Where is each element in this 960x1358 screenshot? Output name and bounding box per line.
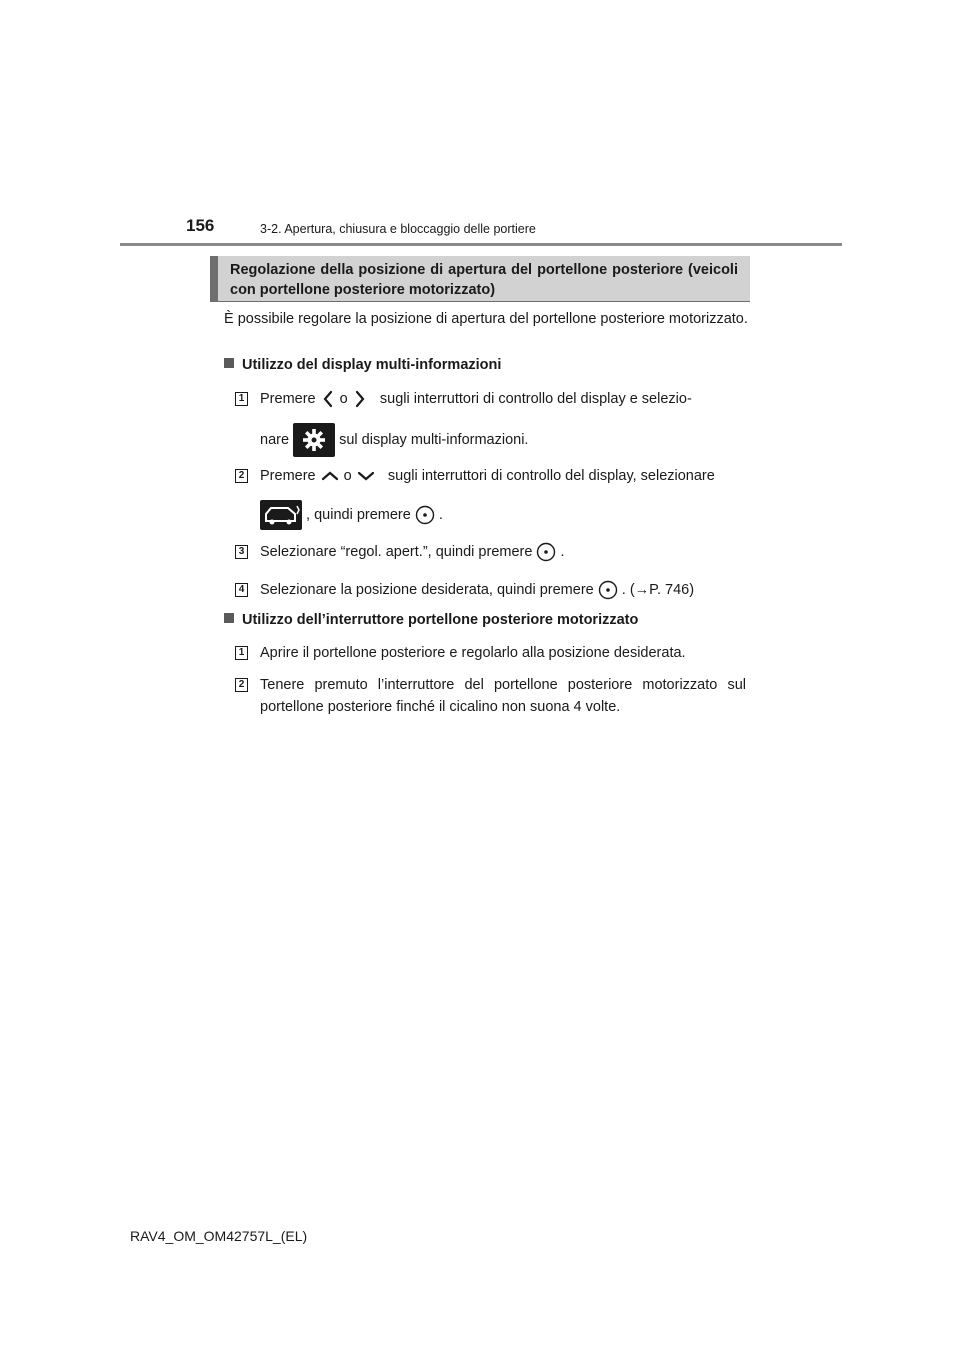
intro-paragraph: È possibile regolare la posizione di apertura del portellone posteriore motorizzato.	[224, 311, 748, 327]
page-reference-link[interactable]: P. 746)	[649, 582, 695, 598]
sub-heading-display	[224, 357, 501, 373]
arrow-icon: →	[634, 582, 650, 598]
heading-box: Regolazione della posizione di apertura del portellone posteriore (veicoli con portellone posteriore motorizzato)	[210, 256, 750, 302]
step-number: 2	[235, 678, 248, 692]
step-text-part: Selezionare “regol. apert.”, quindi premere	[260, 544, 533, 560]
sub-heading-switch	[224, 612, 638, 628]
step-number: 4	[235, 583, 248, 597]
step-text-part: Selezionare la posizione desiderata, quindi premere	[260, 582, 594, 598]
page-number: 156	[186, 216, 215, 235]
step-text-part: . (	[621, 582, 635, 598]
step-number: 1	[235, 392, 248, 406]
step-text-part: sugli interruttori di controllo del display e selezio-	[379, 391, 692, 407]
step-text	[260, 500, 746, 530]
power-tailgate-icon	[260, 500, 302, 530]
ok-button-icon	[415, 505, 435, 525]
step-text: Aprire il portellone posteriore e regolarlo alla posizione desiderata.	[260, 645, 686, 661]
footer-code: RAV4_OM_OM42757L_(EL)	[130, 1228, 308, 1244]
step-text	[260, 423, 746, 457]
step-text-part: sugli interruttori di controllo del display, selezionare	[387, 468, 715, 484]
sub-heading-text: Utilizzo dell’interruttore portellone posteriore motorizzato	[242, 612, 639, 628]
step-text-part: o	[339, 391, 348, 407]
step-number: 2	[235, 469, 248, 483]
step-text: Tenere premuto l’interruttore del portellone posteriore motorizzato sul portellone posteriore finché il cicalino non suona 4 volte.	[260, 677, 746, 715]
section-title: 3-2. Apertura, chiusura e bloccaggio delle portiere	[260, 222, 536, 236]
step-number: 3	[235, 545, 248, 559]
header-rule	[120, 243, 842, 246]
chevron-left-icon	[320, 389, 336, 409]
step-text-part: o	[343, 468, 352, 484]
chevron-down-icon	[356, 469, 376, 483]
step-text-part: .	[560, 544, 565, 560]
square-bullet-icon	[224, 358, 234, 368]
step-text	[260, 541, 746, 563]
chevron-up-icon	[320, 469, 340, 483]
ok-button-icon	[536, 542, 556, 562]
step-text-part: Premere	[260, 468, 316, 484]
step-text	[260, 465, 746, 487]
step-text	[260, 579, 746, 601]
step-text-part: sul display multi-informazioni.	[339, 431, 529, 448]
sub-heading-text: Utilizzo del display multi-informazioni	[242, 357, 502, 373]
step-text-part: , quindi premere	[306, 506, 411, 523]
step-text-part: nare	[260, 431, 290, 448]
step-text-part: Premere	[260, 391, 316, 407]
step-number: 1	[235, 646, 248, 660]
settings-gear-icon	[293, 423, 335, 457]
chevron-right-icon	[352, 389, 368, 409]
step-text	[260, 388, 746, 410]
step-text-part: .	[438, 506, 443, 523]
ok-button-icon	[598, 580, 618, 600]
square-bullet-icon	[224, 613, 234, 623]
